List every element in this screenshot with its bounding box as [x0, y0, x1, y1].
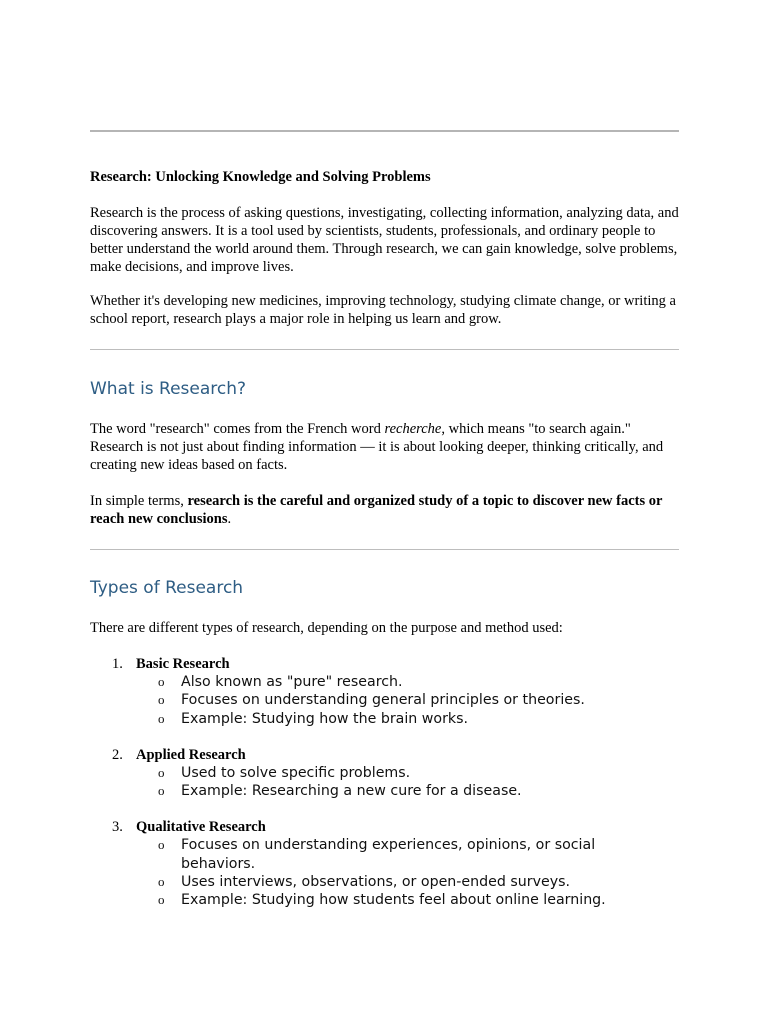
list-bullet: [158, 710, 641, 728]
list-item-number: 3.: [112, 819, 123, 836]
bullet-marker: o: [158, 710, 165, 726]
what-p1-text-a: The word "research" comes from the French word: [90, 421, 385, 437]
bullet-text: Example: Studying how the brain works.: [181, 710, 469, 727]
list-item-number: 2.: [112, 746, 123, 763]
bullet-marker: o: [158, 892, 165, 908]
sub-bullet-list: [90, 764, 679, 801]
list-bullet: [158, 691, 641, 709]
list-bullet: [158, 873, 641, 891]
what-p2-bold-definition: research is the careful and organized study of a topic to discover new facts or reach new conclusions: [90, 493, 663, 527]
list-bullet: [158, 764, 641, 782]
list-bullet: [158, 891, 641, 909]
what-p2-text-a: In simple terms,: [90, 493, 188, 509]
bullet-text: Example: Researching a new cure for a disease.: [181, 783, 522, 800]
research-types-list: [90, 655, 679, 928]
bullet-marker: o: [158, 674, 165, 689]
bullet-marker: o: [158, 874, 165, 890]
heading-what-is-research: What is Research?: [90, 379, 247, 399]
bullet-marker: o: [158, 783, 165, 799]
list-item-number: 1.: [112, 656, 123, 672]
list-item: [90, 818, 679, 909]
what-p1-text-b: , which means "to search again." Research is not just about finding information — it is about looking deeper, thinking critically, and creating new ideas based on facts.: [90, 421, 664, 473]
bullet-text: Also known as "pure" research.: [181, 674, 403, 690]
bullet-text: Focuses on understanding general principles or theories.: [181, 692, 585, 709]
sub-bullet-list: [90, 836, 679, 909]
intro-paragraph-2: Whether it's developing new medicines, improving technology, studying climate change, or writing a school report, research plays a major role in helping us learn and grow.: [90, 293, 676, 327]
sub-bullet-list: [90, 673, 679, 728]
what-paragraph-2: [90, 492, 679, 528]
section-divider: [90, 549, 679, 550]
bullet-marker: o: [158, 837, 165, 853]
section-divider: [90, 349, 679, 350]
bullet-text: Uses interviews, observations, or open-ended surveys.: [181, 874, 571, 891]
bullet-marker: o: [158, 692, 165, 708]
what-p1-italic-word: recherche: [384, 421, 442, 437]
list-item-title: Basic Research: [136, 656, 230, 672]
what-paragraph-1: [90, 420, 679, 474]
bullet-marker: o: [158, 764, 165, 780]
list-item-title: Applied Research: [136, 746, 246, 763]
list-item: [90, 746, 679, 801]
list-item-title: Qualitative Research: [136, 819, 266, 836]
document-title: Research: Unlocking Knowledge and Solving Problems: [90, 169, 431, 185]
what-p2-text-b: .: [227, 511, 232, 527]
list-bullet: [158, 673, 641, 691]
list-bullet: [158, 836, 641, 873]
intro-paragraph-1: Research is the process of asking questions, investigating, collecting information, analyzing data, and discovering answers. It is a tool used by scientists, students, professionals, and ordinary people to better understand the world around them. Through research, we can gain knowledge, solve problems, make decisions, and improve lives.: [90, 205, 679, 275]
list-item: [90, 655, 679, 728]
top-divider: [90, 130, 679, 132]
list-bullet: [158, 782, 641, 800]
bullet-text: Used to solve specific problems.: [181, 764, 411, 781]
types-intro-paragraph: There are different types of research, depending on the purpose and method used:: [90, 620, 563, 636]
heading-types-of-research: Types of Research: [90, 578, 244, 598]
bullet-text: Example: Studying how students feel about online learning.: [181, 892, 606, 909]
bullet-text: Focuses on understanding experiences, opinions, or social behaviors.: [181, 837, 596, 872]
